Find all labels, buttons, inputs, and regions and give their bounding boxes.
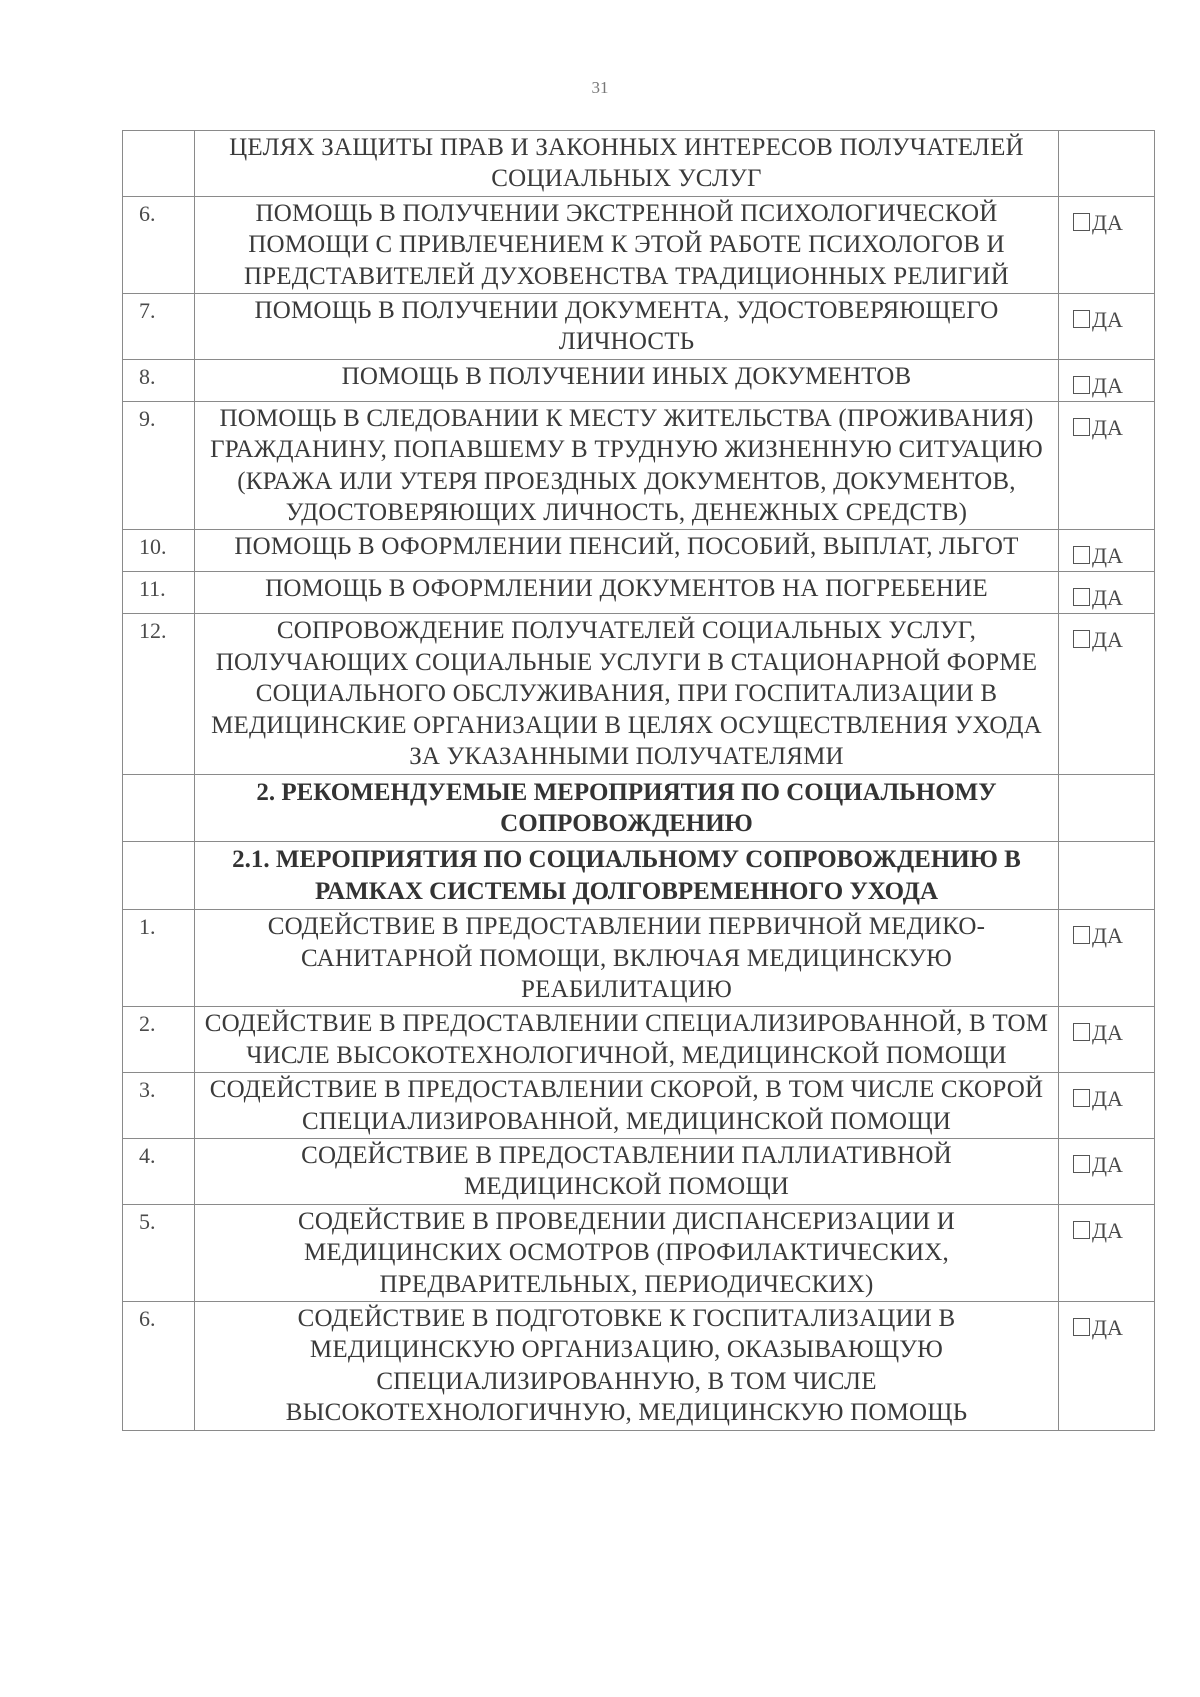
row-number: 4. — [123, 1138, 195, 1204]
check-label: ДА — [1092, 585, 1123, 611]
section-heading-row — [123, 774, 1155, 842]
table-row — [123, 131, 1155, 197]
row-number: 1. — [123, 910, 195, 1007]
check-cell — [1059, 1073, 1155, 1139]
checkbox[interactable] — [1073, 1318, 1090, 1336]
table-section-before — [123, 131, 1155, 775]
checkbox[interactable] — [1073, 310, 1090, 328]
row-number: 8. — [123, 359, 195, 401]
section-heading: 2. РЕКОМЕНДУЕМЫЕ МЕРОПРИЯТИЯ ПО СОЦИАЛЬНОМУ СОПРОВОЖДЕНИЮ — [195, 774, 1059, 842]
checkbox[interactable] — [1073, 376, 1090, 394]
row-number: 9. — [123, 401, 195, 530]
row-number: 2. — [123, 1007, 195, 1073]
check-cell — [1059, 910, 1155, 1007]
checkbox[interactable] — [1073, 588, 1090, 606]
cell-empty — [1059, 842, 1155, 910]
check-label: ДА — [1092, 307, 1123, 333]
check-label: ДА — [1092, 414, 1123, 440]
row-text: СОДЕЙСТВИЕ В ПРЕДОСТАВЛЕНИИ СКОРОЙ, В ТОМ ЧИСЛЕ СКОРОЙ СПЕЦИАЛИЗИРОВАННОЙ, МЕДИЦИНСКОЙ ПОМОЩИ — [195, 1073, 1059, 1139]
table-row — [123, 1204, 1155, 1301]
row-text: ПОМОЩЬ В ПОЛУЧЕНИИ ИНЫХ ДОКУМЕНТОВ — [195, 359, 1059, 401]
cell-empty — [1059, 774, 1155, 842]
row-number — [123, 131, 195, 197]
table-row — [123, 1007, 1155, 1073]
row-text: СОДЕЙСТВИЕ В ПОДГОТОВКЕ К ГОСПИТАЛИЗАЦИИ В МЕДИЦИНСКУЮ ОРГАНИЗАЦИЮ, ОКАЗЫВАЮЩУЮ СПЕЦИАЛИЗИРОВАННУЮ, В ТОМ ЧИСЛЕ ВЫСОКОТЕХНОЛОГИЧНУЮ, МЕДИЦИНСКУЮ ПОМОЩЬ — [195, 1302, 1059, 1431]
check-cell — [1059, 1302, 1155, 1431]
table-row — [123, 401, 1155, 530]
table-row — [123, 294, 1155, 360]
table-row — [123, 910, 1155, 1007]
check-cell — [1059, 401, 1155, 530]
row-text: ПОМОЩЬ В ОФОРМЛЕНИИ ПЕНСИЙ, ПОСОБИЙ, ВЫПЛАТ, ЛЬГОТ — [195, 530, 1059, 572]
checkbox[interactable] — [1073, 926, 1090, 944]
checkbox[interactable] — [1073, 1089, 1090, 1107]
row-number: 3. — [123, 1073, 195, 1139]
table-row — [123, 1138, 1155, 1204]
services-table — [122, 130, 1155, 1431]
row-text: СОДЕЙСТВИЕ В ПРЕДОСТАВЛЕНИИ СПЕЦИАЛИЗИРОВАННОЙ, В ТОМ ЧИСЛЕ ВЫСОКОТЕХНОЛОГИЧНОЙ, МЕДИЦИНСКОЙ ПОМОЩИ — [195, 1007, 1059, 1073]
subsection-heading: 2.1. МЕРОПРИЯТИЯ ПО СОЦИАЛЬНОМУ СОПРОВОЖДЕНИЮ В РАМКАХ СИСТЕМЫ ДОЛГОВРЕМЕННОГО УХОДА — [195, 842, 1059, 910]
row-number: 6. — [123, 196, 195, 293]
checkbox[interactable] — [1073, 630, 1090, 648]
check-label: ДА — [1092, 627, 1123, 653]
table-section-after — [123, 910, 1155, 1431]
check-cell — [1059, 1204, 1155, 1301]
row-number: 10. — [123, 530, 195, 572]
check-label: ДА — [1092, 1217, 1123, 1243]
subsection-heading-row — [123, 842, 1155, 910]
check-cell — [1059, 530, 1155, 572]
check-label: ДА — [1092, 1151, 1123, 1177]
row-text: СОДЕЙСТВИЕ В ПРЕДОСТАВЛЕНИИ ПАЛЛИАТИВНОЙ МЕДИЦИНСКОЙ ПОМОЩИ — [195, 1138, 1059, 1204]
row-number: 7. — [123, 294, 195, 360]
check-cell — [1059, 572, 1155, 614]
checkbox[interactable] — [1073, 546, 1090, 564]
checkbox[interactable] — [1073, 418, 1090, 436]
check-label: ДА — [1092, 372, 1123, 398]
row-text: ПОМОЩЬ В ОФОРМЛЕНИИ ДОКУМЕНТОВ НА ПОГРЕБЕНИЕ — [195, 572, 1059, 614]
row-text: ПОМОЩЬ В ПОЛУЧЕНИИ ДОКУМЕНТА, УДОСТОВЕРЯЮЩЕГО ЛИЧНОСТЬ — [195, 294, 1059, 360]
row-text: СОДЕЙСТВИЕ В ПРЕДОСТАВЛЕНИИ ПЕРВИЧНОЙ МЕДИКО-САНИТАРНОЙ ПОМОЩИ, ВКЛЮЧАЯ МЕДИЦИНСКУЮ РЕАБИЛИТАЦИЮ — [195, 910, 1059, 1007]
row-text: ЦЕЛЯХ ЗАЩИТЫ ПРАВ И ЗАКОННЫХ ИНТЕРЕСОВ ПОЛУЧАТЕЛЕЙ СОЦИАЛЬНЫХ УСЛУГ — [195, 131, 1059, 197]
table-row — [123, 530, 1155, 572]
section-heading-group — [123, 774, 1155, 910]
check-label: ДА — [1092, 209, 1123, 235]
table-row — [123, 1302, 1155, 1431]
cell-empty — [123, 842, 195, 910]
table-row — [123, 196, 1155, 293]
check-cell — [1059, 1007, 1155, 1073]
row-number: 12. — [123, 614, 195, 774]
check-label: ДА — [1092, 1315, 1123, 1340]
row-number: 6. — [123, 1302, 195, 1431]
checkbox[interactable] — [1073, 1221, 1090, 1239]
check-cell — [1059, 614, 1155, 774]
row-text: СОДЕЙСТВИЕ В ПРОВЕДЕНИИ ДИСПАНСЕРИЗАЦИИ И МЕДИЦИНСКИХ ОСМОТРОВ (ПРОФИЛАКТИЧЕСКИХ, ПРЕДВАРИТЕЛЬНЫХ, ПЕРИОДИЧЕСКИХ) — [195, 1204, 1059, 1301]
check-label: ДА — [1092, 543, 1123, 569]
table-row — [123, 359, 1155, 401]
page-number: 31 — [591, 78, 609, 97]
row-text: СОПРОВОЖДЕНИЕ ПОЛУЧАТЕЛЕЙ СОЦИАЛЬНЫХ УСЛУГ, ПОЛУЧАЮЩИХ СОЦИАЛЬНЫЕ УСЛУГИ В СТАЦИОНАРНОЙ ФОРМЕ СОЦИАЛЬНОГО ОБСЛУЖИВАНИЯ, ПРИ ГОСПИТАЛИЗАЦИИ В МЕДИЦИНСКИЕ ОРГАНИЗАЦИИ В ЦЕЛЯХ ОСУЩЕСТВЛЕНИЯ УХОДА ЗА УКАЗАННЫМИ ПОЛУЧАТЕЛЯМИ — [195, 614, 1059, 774]
row-text: ПОМОЩЬ В СЛЕДОВАНИИ К МЕСТУ ЖИТЕЛЬСТВА (ПРОЖИВАНИЯ) ГРАЖДАНИНУ, ПОПАВШЕМУ В ТРУДНУЮ ЖИЗНЕННУЮ СИТУАЦИЮ (КРАЖА ИЛИ УТЕРЯ ПРОЕЗДНЫХ ДОКУМЕНТОВ, ДОКУМЕНТОВ, УДОСТОВЕРЯЮЩИХ ЛИЧНОСТЬ, ДЕНЕЖНЫХ СРЕДСТВ) — [195, 401, 1059, 530]
row-number: 5. — [123, 1204, 195, 1301]
check-cell — [1059, 196, 1155, 293]
checkbox[interactable] — [1073, 1023, 1090, 1041]
check-label: ДА — [1092, 923, 1123, 949]
table-row — [123, 1073, 1155, 1139]
row-text: ПОМОЩЬ В ПОЛУЧЕНИИ ЭКСТРЕННОЙ ПСИХОЛОГИЧЕСКОЙ ПОМОЩИ С ПРИВЛЕЧЕНИЕМ К ЭТОЙ РАБОТЕ ПСИХОЛОГОВ И ПРЕДСТАВИТЕЛЕЙ ДУХОВЕНСТВА ТРАДИЦИОННЫХ РЕЛИГИЙ — [195, 196, 1059, 293]
checkbox[interactable] — [1073, 1155, 1090, 1173]
check-cell — [1059, 294, 1155, 360]
check-label: ДА — [1092, 1020, 1123, 1046]
check-cell — [1059, 1138, 1155, 1204]
checkbox[interactable] — [1073, 213, 1090, 231]
check-label: ДА — [1092, 1086, 1123, 1112]
row-number: 11. — [123, 572, 195, 614]
table-row — [123, 614, 1155, 774]
table-row — [123, 572, 1155, 614]
cell-empty — [123, 774, 195, 842]
check-cell — [1059, 131, 1155, 197]
check-cell — [1059, 359, 1155, 401]
